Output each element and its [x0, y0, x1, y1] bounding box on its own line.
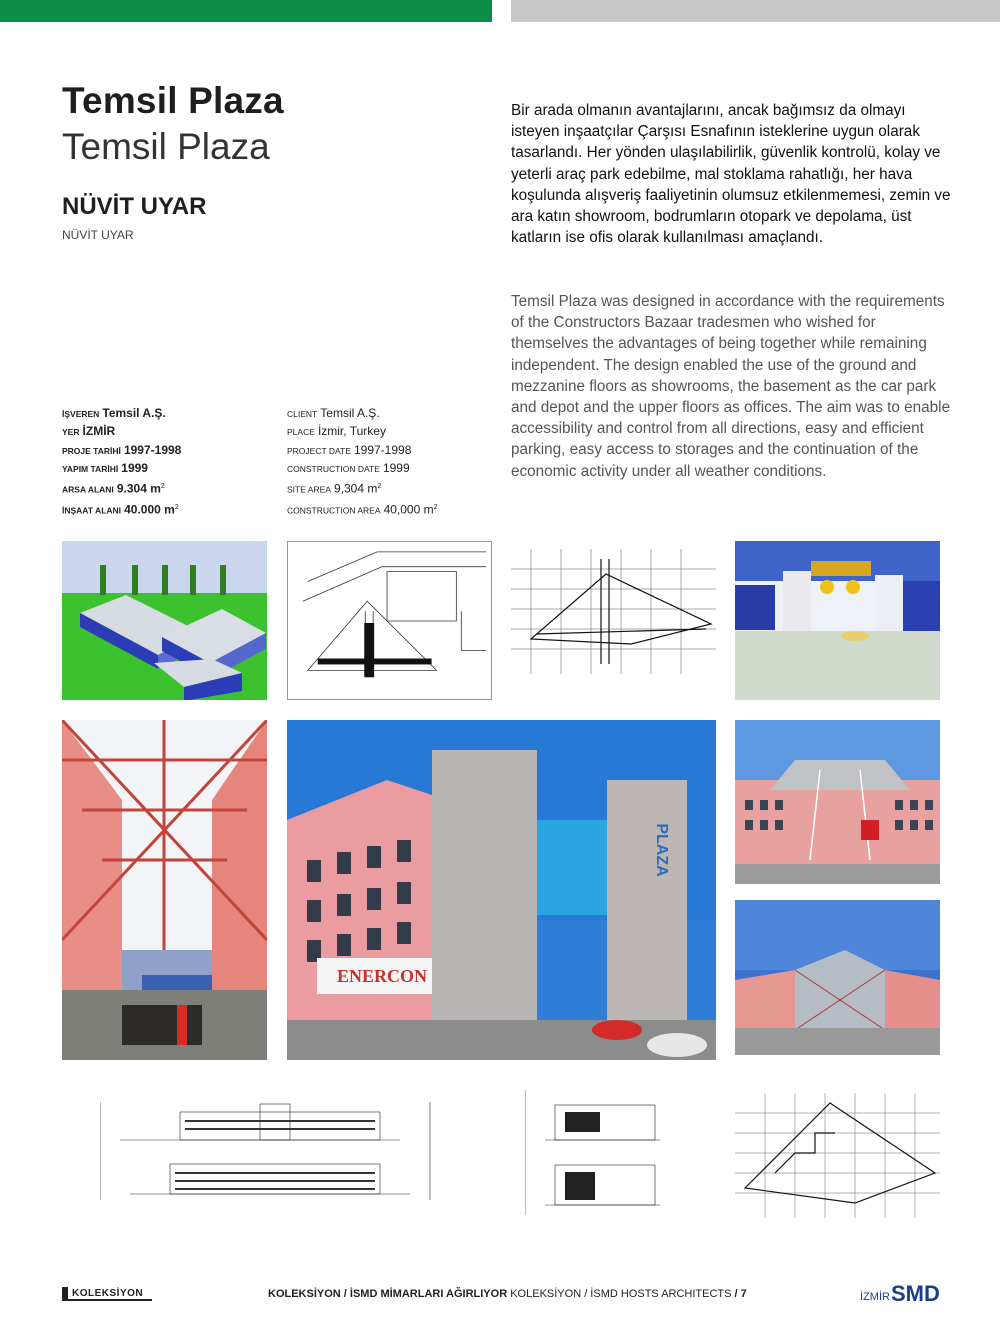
info-label: ARSA ALANI — [62, 484, 114, 495]
info-row — [287, 478, 438, 499]
plaza-sign: PLAZA — [653, 823, 670, 877]
info-label: PROJECT DATE — [287, 445, 351, 456]
info-sup: 2 — [377, 483, 382, 491]
photo-side-view — [735, 900, 940, 1055]
info-label: PLACE — [287, 427, 315, 438]
logo-smd: SMD — [890, 1281, 940, 1306]
render-aerial-image — [62, 541, 267, 700]
architect-name-en: NÜVİT UYAR — [62, 228, 134, 242]
top-bar-green — [0, 0, 492, 22]
info-label: CONSTRUCTION DATE — [287, 463, 380, 474]
info-label: CLIENT — [287, 409, 318, 419]
logo-city: İZMİR — [860, 1291, 890, 1303]
footer-koleksiyon-logo: KOLEKSİYON — [62, 1287, 152, 1301]
info-label: SITE AREA — [287, 484, 331, 495]
architect-name: NÜVİT UYAR — [62, 193, 207, 220]
izmir-smd-logo — [860, 1281, 940, 1305]
site-plan-drawing — [287, 541, 492, 700]
enercon-sign: ENERCON — [336, 966, 428, 986]
info-value: 1997-1998 — [353, 442, 412, 457]
floor-plan-drawing — [511, 549, 716, 674]
footer-text-regular: KOLEKSİYON / İSMD HOSTS ARCHITECTS — [510, 1288, 732, 1300]
info-row — [62, 442, 181, 460]
info-label: YAPIM TARİHİ — [62, 463, 119, 474]
info-value: Temsil A.Ş. — [320, 406, 380, 420]
info-value: Temsil A.Ş. — [102, 406, 166, 420]
info-label: YER — [62, 427, 80, 438]
footer-text-bold: KOLEKSİYON / İSMD MİMARLARI AĞIRLIYOR — [268, 1288, 508, 1300]
page-number: 7 — [740, 1288, 747, 1300]
info-row — [62, 405, 181, 423]
info-value: 1999 — [121, 460, 148, 475]
floor-plan-grid-drawing — [735, 1093, 940, 1218]
section-drawings — [525, 1090, 665, 1215]
info-row — [62, 499, 181, 520]
info-value: 1999 — [382, 460, 410, 475]
footer-text: KOLEKSİYON / İSMD MİMARLARI AĞIRLIYOR KOLEKSİYON / İSMD HOSTS ARCHITECTS / 7 — [268, 1288, 747, 1300]
photo-canopy-facade — [735, 720, 940, 884]
info-value: 1997-1998 — [123, 442, 182, 457]
render-street-view-image — [735, 541, 940, 700]
info-value: İzmir, Turkey — [317, 424, 386, 439]
info-sup: 2 — [160, 483, 165, 491]
info-value: 9,304 m — [334, 481, 378, 496]
elevation-drawings — [100, 1102, 432, 1200]
project-info-turkish — [62, 405, 181, 520]
info-label: İŞVEREN — [62, 409, 100, 419]
photo-main-building — [287, 720, 716, 1060]
info-row — [287, 499, 438, 520]
info-label: İNŞAAT ALANI — [62, 505, 122, 516]
info-row — [287, 460, 438, 478]
info-label: CONSTRUCTION AREA — [287, 505, 381, 516]
info-sup: 2 — [174, 504, 179, 512]
info-value: 40,000 m — [383, 502, 434, 517]
info-row — [287, 423, 438, 441]
photo-atrium-interior — [62, 720, 267, 1060]
page-title-en: Temsil Plaza — [62, 126, 270, 167]
page-title: Temsil Plaza — [62, 80, 284, 121]
info-value: 9.304 m — [116, 481, 161, 496]
project-info-english — [287, 405, 438, 520]
info-row — [62, 423, 181, 441]
info-row — [287, 442, 438, 460]
top-bar-grey — [511, 0, 1000, 22]
info-value: İZMİR — [82, 424, 116, 439]
info-row — [62, 478, 181, 499]
info-value: 40.000 m — [124, 502, 175, 517]
description-english: Temsil Plaza was designed in accordance with the requirements of the Constructors Bazaar tradesmen who wished for themselves the advantages of being together while remaining independent. The design enabled the use of the ground and mezzanine floors as showrooms, the basement as the car park and depot and the upper floors as offices. The aim was to enable accessibility and control from all directions, easy and efficient parking, easy access to storages and the continuation of the economic activity under all weather conditions. — [511, 293, 951, 480]
info-row — [287, 405, 438, 423]
description-turkish: Bir arada olmanın avantajlarını, ancak bağımsız da olmayı isteyen inşaatçılar Çarşısı Esnafının isteklerine uygun olarak tasarlandı. Her yönden ulaşılabilirlik, güvenlik kontrolü, kolay ve yeterli araç park edebilme, mal stoklama rahatlığı, her hava koşulunda alışveriş faaliyetinin olumsuz etkilenmemesi, zemin ve ara katın showroom, bodrumların otopark ve depolama, üst katların ise ofis olarak kullanılması amaçlandı. — [511, 102, 951, 247]
info-label: PROJE TARİHİ — [62, 445, 121, 456]
info-row — [62, 460, 181, 478]
info-sup: 2 — [433, 504, 438, 512]
